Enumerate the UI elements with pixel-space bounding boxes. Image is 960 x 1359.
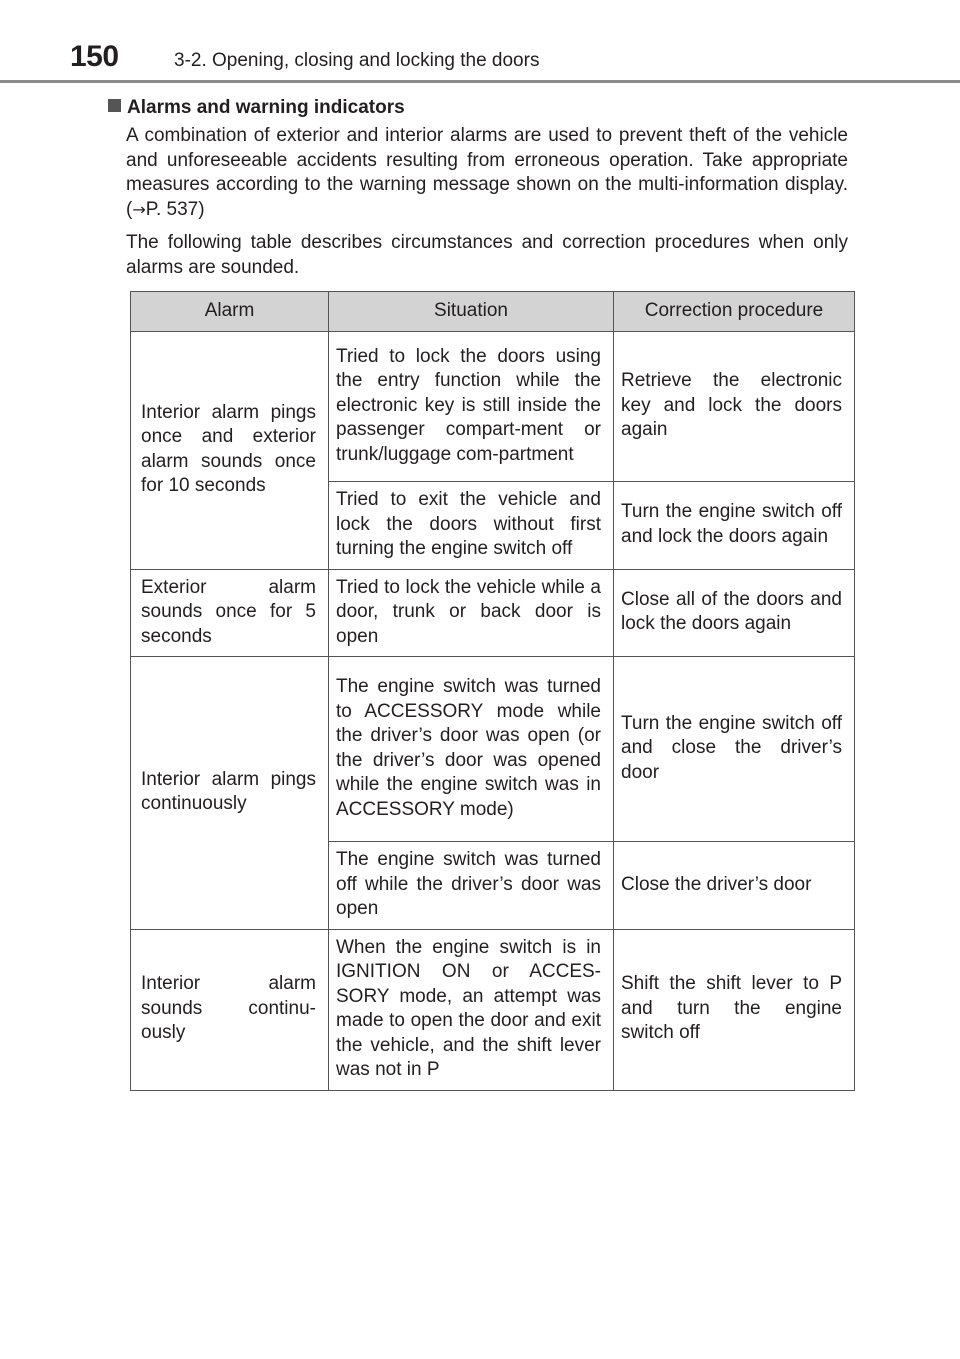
header-situation: Situation (329, 292, 614, 332)
situation-cell: Tried to lock the doors using the entry function while the electronic key is still inside the passenger compart-ment or trunk/luggage com-partment (329, 332, 614, 482)
intro-paragraph-text: A combination of exterior and interior alarms are used to prevent theft of the vehicle and unforeseeable accidents resulting from erroneous operation. Take appropriate measures according to the warning message shown on the multi-information display. ( (126, 125, 848, 220)
table-row (131, 569, 855, 657)
correction-cell: Close all of the doors and lock the doors again (614, 569, 855, 657)
header-correction: Correction procedure (614, 292, 855, 332)
section-heading-text: Alarms and warning indicators (127, 97, 405, 118)
alarm-cell: Exterior alarm sounds once for 5 seconds (131, 569, 329, 657)
situation-cell: The engine switch was turned off while the driver’s door was open (329, 842, 614, 930)
correction-cell: Turn the engine switch off and lock the doors again (614, 482, 855, 570)
correction-cell: Retrieve the electronic key and lock the doors again (614, 332, 855, 482)
table-row (131, 929, 855, 1090)
arrow-right-icon: → (132, 199, 146, 219)
table-row (131, 332, 855, 482)
section-heading (108, 96, 405, 120)
alarm-cell: Interior alarm pings once and exterior alarm sounds once for 10 seconds (131, 332, 329, 570)
page-number: 150 (70, 40, 119, 73)
alarm-table (130, 291, 855, 1091)
intro-paragraph (126, 124, 848, 222)
page-reference-link[interactable]: P. 537) (145, 198, 205, 220)
page-header (0, 0, 960, 84)
situation-cell: When the engine switch is in IGNITION ON or ACCES-SORY mode, an attempt was made to open the door and exit the vehicle, and the shift lever was not in P (329, 929, 614, 1090)
table-row (131, 657, 855, 842)
header-alarm: Alarm (131, 292, 329, 332)
correction-cell: Turn the engine switch off and close the driver’s door (614, 657, 855, 842)
alarm-cell: Interior alarm sounds continu-ously (131, 929, 329, 1090)
square-bullet-icon (108, 99, 121, 112)
situation-cell: Tried to lock the vehicle while a door, trunk or back door is open (329, 569, 614, 657)
header-divider (0, 80, 960, 83)
situation-cell: Tried to exit the vehicle and lock the doors without first turning the engine switch off (329, 482, 614, 570)
correction-cell: Close the driver’s door (614, 842, 855, 930)
table-header-row (131, 292, 855, 332)
section-title: 3-2. Opening, closing and locking the doors (174, 50, 540, 71)
alarm-cell: Interior alarm pings continuously (131, 657, 329, 930)
correction-cell: Shift the shift lever to P and turn the engine switch off (614, 929, 855, 1090)
situation-cell: The engine switch was turned to ACCESSORY mode while the driver’s door was open (or the driver’s door was opened while the engine switch was in ACCESSORY mode) (329, 657, 614, 842)
table-intro-paragraph: The following table describes circumstances and correction procedures when only alarms are sounded. (126, 232, 848, 278)
